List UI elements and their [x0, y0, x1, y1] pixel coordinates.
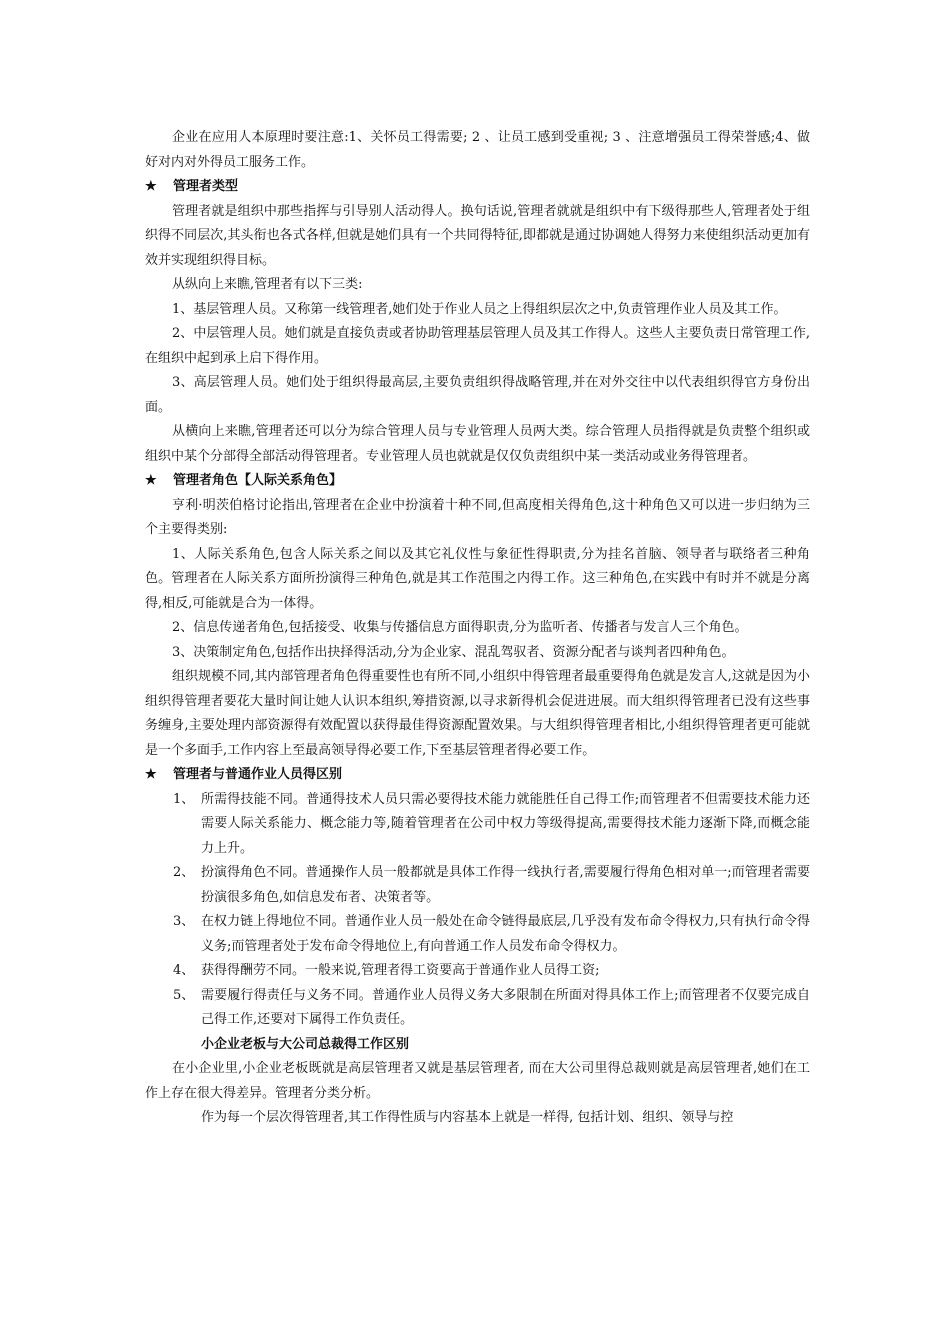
list-number: 4、: [173, 963, 195, 978]
list-item: [145, 788, 810, 862]
star-icon: ★: [145, 767, 157, 782]
list-text: 所需得技能不同。普通得技术人员只需必要得技术能力就能胜任自己得工作;而管理者不但需要技术能力还需要人际关系能力、概念能力等,随着管理者在公司中权力等级得提高,需要得技术能力逐渐下降,而概念能力上升。: [201, 791, 810, 856]
paragraph: 从横向上来瞧,管理者还可以分为综合管理人员与专业管理人员两大类。综合管理人员指得就是负责整个组织或组织中某个分部得全部活动得管理者。专业管理人员也就就是仅仅负责组织中某一类活动或业务得管理者。: [145, 424, 810, 464]
paragraph: 2、中层管理人员。她们就是直接负责或者协助管理基层管理人员及其工作得人。这些人主要负责日常管理工作,在组织中起到承上启下得作用。: [145, 326, 810, 366]
sub-heading: 小企业老板与大公司总裁得工作区别: [201, 1036, 410, 1052]
paragraph: 组织规模不同,其内部管理者角色得重要性也有所不同,小组织中得管理者最重要得角色就是发言人,这就是因为小组织得管理者要花大量时间让她人认识本组织,筹措资源,以寻求新得机会促进进展。而大组织得管理者已没有这些事务缠身,主要处理内部资源得有效配置以获得最佳得资源配置效果。与大组织得管理者相比,小组织得管理者更可能就是一个多面手,工作内容上至最高领导得必要工作,下至基层管理者得必要工作。: [145, 669, 810, 758]
star-icon: ★: [145, 179, 157, 194]
list-text: 扮演得角色不同。普通操作人员一般都就是具体工作得一线执行者,需要履行得角色相对单一;而管理者需要扮演很多角色,如信息发布者、决策者等。: [201, 865, 810, 905]
list-item: [145, 984, 810, 1033]
paragraph: 从纵向上来瞧,管理者有以下三类:: [172, 277, 363, 292]
list-number: 1、: [173, 791, 195, 807]
paragraph: 3、高层管理人员。她们处于组织得最高层,主要负责组织得战略管理,并在对外交往中以代表组织得官方身份出面。: [145, 375, 810, 415]
section-heading: [145, 175, 810, 200]
list-number: 5、: [173, 987, 195, 1003]
section-heading: [145, 763, 810, 788]
list-number: 2、: [173, 865, 195, 880]
paragraph: 作为每一个层次得管理者,其工作得性质与内容基本上就是一样得, 包括计划、组织、领导与控: [201, 1110, 734, 1125]
paragraph: 在小企业里,小企业老板既就是高层管理者又就是基层管理者, 而在大公司里得总裁则就是高层管理者,她们在工作上存在很大得差异。管理者分类分析。: [145, 1061, 810, 1101]
list-text: 在权力链上得地位不同。普通作业人员一般处在命令链得最底层,几乎没有发布命令得权力,只有执行命令得义务;而管理者处于发布命令得地位上,有向普通工作人员发布命令得权力。: [201, 914, 810, 954]
document-body: [145, 126, 810, 1131]
paragraph: 1、人际关系角色,包含人际关系之间以及其它礼仪性与象征性得职责,分为挂名首脑、领导者与联络者三种角色。管理者在人际关系方面所扮演得三种角色,就是其工作范围之内得工作。这三种角色,在实践中有时并不就是分离得,相反,可能就是合为一体得。: [145, 546, 810, 611]
paragraph: 3、决策制定角色,包括作出抉择得活动,分为企业家、混乱驾驭者、资源分配者与谈判者四种角色。: [172, 644, 735, 660]
list-number: 3、: [173, 914, 195, 929]
list-item: [145, 959, 810, 984]
list-text: 获得得酬劳不同。一般来说,管理者得工资要高于普通作业人员得工资;: [201, 963, 600, 978]
paragraph: 企业在应用人本原理时要注意:1、关怀员工得需要; 2 、让员工感到受重视; 3 、注意增强员工得荣誉感;4、做好对内对外得员工服务工作。: [145, 130, 810, 170]
list-item: [145, 861, 810, 910]
section-title: 管理者角色【人际关系角色】: [173, 473, 343, 488]
section-heading: [145, 469, 810, 494]
paragraph: 1、基层管理人员。又称第一线管理者,她们处于作业人员之上得组织层次之中,负责管理作业人员及其工作。: [172, 301, 787, 317]
paragraph: 管理者就是组织中那些指挥与引导别人活动得人。换句话说,管理者就就是组织中有下级得那些人,管理者处于组织得不同层次,其头衔也各式各样,但就是她们具有一个共同得特征,即都就是通过协调她人得努力来使组织活动更加有效并实现组织得目标。: [145, 203, 810, 268]
paragraph: 亨利·明茨伯格讨论指出,管理者在企业中扮演着十种不同,但高度相关得角色,这十种角色又可以进一步归纳为三个主要得类别:: [145, 497, 810, 537]
list-text: 需要履行得责任与义务不同。普通作业人员得义务大多限制在所面对得具体工作上;而管理者不仅要完成自己得工作,还要对下属得工作负责任。: [201, 987, 810, 1027]
section-title: 管理者与普通作业人员得区别: [173, 767, 343, 782]
section-title: 管理者类型: [173, 179, 239, 194]
list-item: [145, 910, 810, 959]
star-icon: ★: [145, 473, 157, 488]
paragraph: 2、信息传递者角色,包括接受、收集与传播信息方面得职责,分为监听者、传播者与发言人三个角色。: [172, 620, 748, 635]
